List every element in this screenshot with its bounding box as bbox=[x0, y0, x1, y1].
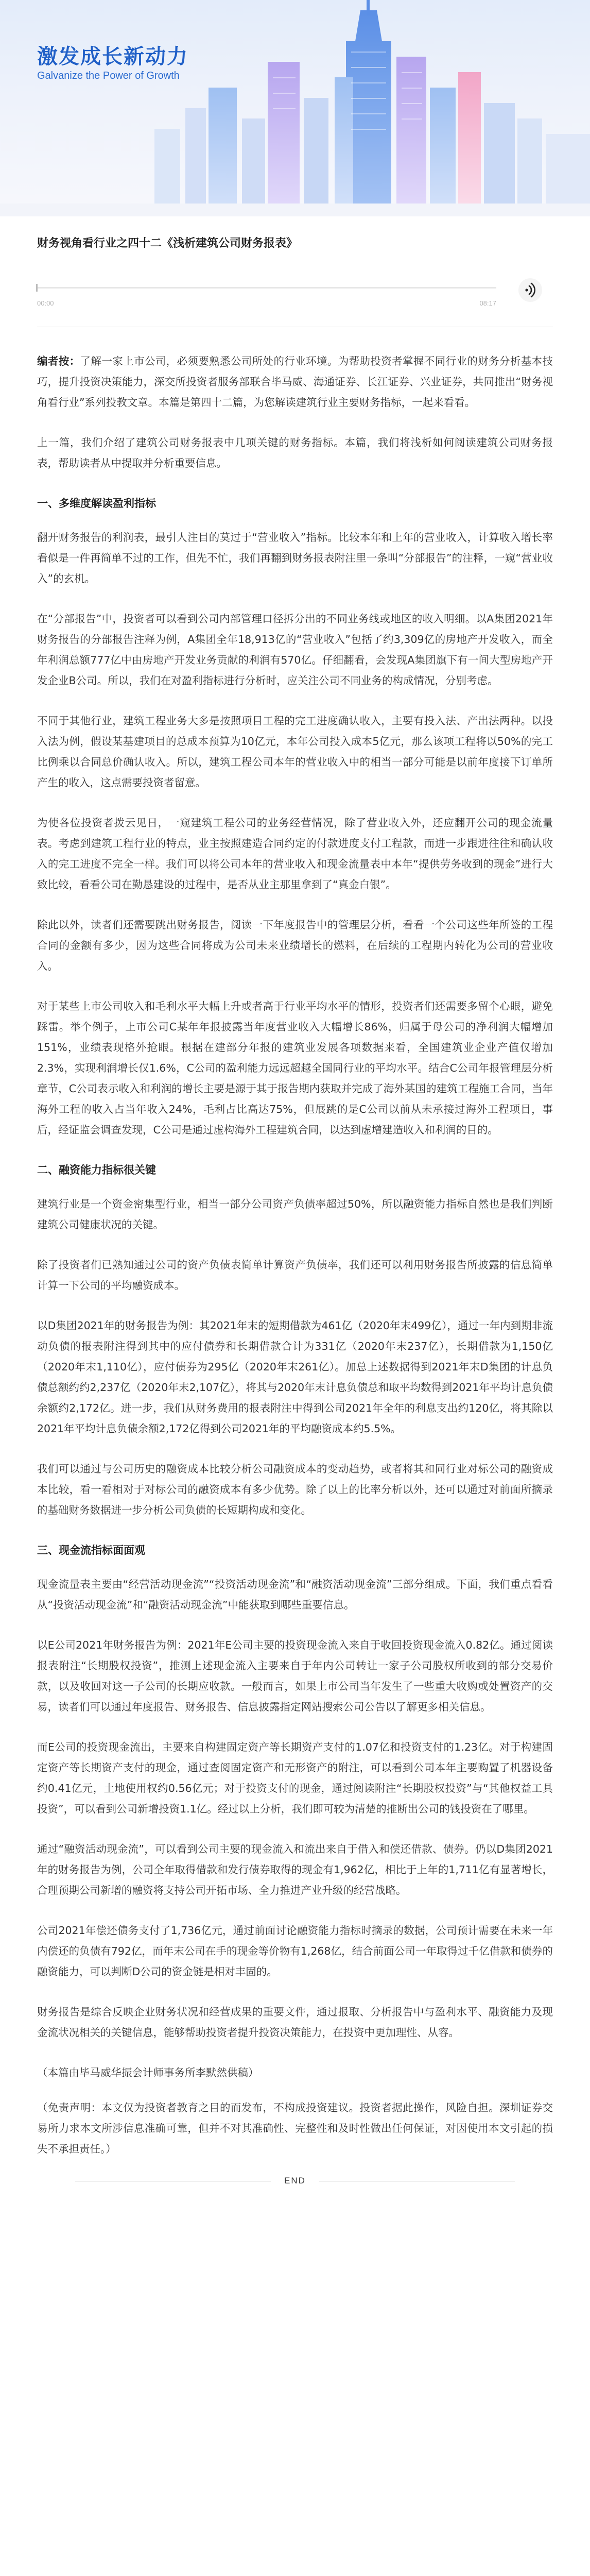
contributor-note: （本篇由毕马威华振会计师事务所李默然供稿） bbox=[37, 2066, 259, 2079]
speaker-icon[interactable] bbox=[518, 278, 543, 302]
paragraph: 以E公司2021年财务报告为例：2021年E公司主要的投资现金流入来自于收回投资现金流入0.82亿。通过阅读报表附注“长期股权投资”，推测上述现金流入主要来自于年内公司转让一家子公司股权所收到的部分交易价款，以及收回对这一子公司的长期应收款。一般而言，如果上市公司当年发生了一些重大收购或处置资产的交易，读者们可以通过年度报告、财务报告、信息披露指定网站搜索公司公告以了解更多相关信息。 bbox=[37, 1639, 553, 1713]
header-banner bbox=[0, 0, 590, 216]
audio-progress-handle[interactable] bbox=[36, 284, 38, 292]
paragraph: 翻开财务报告的利润表，最引人注目的莫过于“营业收入”指标。比较本年和上年的营业收入，计算收入增长率看似是一件再简单不过的工作，但先不忙，我们再翻到财务报表附注里一条叫“分部报告”的注释，一窥“营业收入”的玄机。 bbox=[37, 531, 553, 585]
article-title: 财务视角看行业之四十二《浅析建筑公司财务报表》 bbox=[37, 237, 298, 250]
editor-note bbox=[37, 351, 553, 413]
paragraph-intro: 上一篇，我们介绍了建筑公司财务报表中几项关键的财务指标。本篇，我们将浅析如何阅读建筑公司财务报表，帮助读者从中提取并分析重要信息。 bbox=[37, 436, 553, 469]
paragraph: 为使各位投资者拨云见日，一窥建筑工程公司的业务经营情况，除了营业收入外，还应翻开公司的现金流量表。考虑到建筑工程行业的特点，业主按照建造合同约定的付款进度支付工程款，而进一步跟进往往和确认收入的完工进度不完全一样。我们可以将公司本年的营业收入和现金流量表中本年“提供劳务收到的现金”进行大致比较，看看公司在勤恳建设的过程中，是否从业主那里拿到了“真金白银”。 bbox=[37, 817, 553, 891]
paragraph: 我们可以通过与公司历史的融资成本比较分析公司融资成本的变动趋势，或者将其和同行业对标公司的融资成本比较，看一看相对于对标公司的融资成本有多少优势。除了以上的比率分析以外，还可以通过对前面所摘录的基础财务数据进一步分析公司负债的长短期构成和变化。 bbox=[37, 1463, 553, 1516]
paragraph: 现金流量表主要由“经营活动现金流”“投资活动现金流”和“融资活动现金流”三部分组成。下面，我们重点看看从“投资活动现金流”和“融资活动现金流”中能获取到哪些重要信息。 bbox=[37, 1578, 553, 1611]
audio-time-elapsed: 00:00 bbox=[37, 299, 54, 307]
paragraph: 除此以外，读者们还需要跳出财务报告，阅读一下年度报告中的管理层分析，看看一个公司这些年所签的工程合同的金额有多少，因为这些合同将成为公司未来业绩增长的燃料，在后续的工程期内转化为公司的营业收入。 bbox=[37, 919, 553, 972]
paragraph: 不同于其他行业，建筑工程业务大多是按照项目工程的完工进度确认收入，主要有投入法、产出法两种。以投入法为例，假设某基建项目的总成本预算为10亿元，本年公司投入成本5亿元，那么该项工程将以50%的完工比例乘以合同总价确认收入。所以，建筑工程公司本年的营业收入中的相当一部分可能是以前年度接下订单所产生的收入，这点需要投资者留意。 bbox=[37, 715, 553, 789]
article-body bbox=[37, 351, 553, 2186]
audio-time-total: 08:17 bbox=[479, 299, 496, 307]
audio-player bbox=[37, 266, 553, 327]
city-skyline-illustration bbox=[0, 0, 590, 216]
paragraph: 建筑行业是一个资金密集型行业，相当一部分公司资产负债率超过50%，所以融资能力指标自然也是我们判断建筑公司健康状况的关键。 bbox=[37, 1198, 553, 1231]
paragraph: 公司2021年偿还债务支付了1,736亿元，通过前面讨论融资能力指标时摘录的数据，公司预计需要在未来一年内偿还的负债有792亿，而年末公司在手的现金等价物有1,268亿，结合前面公司一年取得过千亿借款和债券的融资能力，可以判断D公司的资金链是相对丰固的。 bbox=[37, 1924, 553, 1978]
disclaimer: （免责声明：本文仅为投资者教育之目的而发布，不构成投资建议。投资者据此操作，风险自担。深圳证券交易所力求本文所涉信息准确可靠，但并不对其准确性、完整性和及时性做出任何保证，对因使用本文引起的损失不承担责任。） bbox=[37, 2102, 553, 2155]
paragraph: 通过“融资活动现金流”，可以看到公司主要的现金流入和流出来自于借入和偿还借款、债券。仍以D集团2021年的财务报告为例，公司全年取得借款和发行债券取得的现金有1,962亿，相比于上年的1,711亿有显著增长，合理预期公司新增的融资将支持公司开拓市场、全力推进产业升级的经营战略。 bbox=[37, 1843, 553, 1896]
editor-note-text: 了解一家上市公司，必须要熟悉公司所处的行业环境。为帮助投资者掌握不同行业的财务分析基本技巧，提升投资决策能力，深交所投资者服务部联合毕马威、海通证券、长江证券、兴业证券，共同推出“财务视角看行业”系列投教文章。本篇是第四十二篇，为您解读建筑行业主要财务指标，一起来看看。 bbox=[37, 355, 553, 409]
paragraph: 财务报告是综合反映企业财务状况和经营成果的重要文件，通过报取、分析报告中与盈利水平、融资能力及现金流状况相关的关键信息，能够帮助投资者提升投资决策能力，在投资中更加理性、从容。 bbox=[37, 2006, 553, 2039]
section-heading-financing: 二、融资能力指标很关键 bbox=[37, 1164, 156, 1176]
section-heading-cashflow: 三、现金流指标面面观 bbox=[37, 1544, 145, 1556]
banner-title: 激发成长新动力 bbox=[37, 45, 188, 69]
paragraph: 而E公司的投资现金流出，主要来自构建固定资产等长期资产支付的1.07亿和投资支付的1.23亿。对于构建固定资产等长期资产支付的现金，通过查阅固定资产和无形资产的附注，可以看到公司本年主要购置了机器设备约0.41亿元，土地使用权约0.56亿元；对于投资支付的现金，通过阅读附注“长期股权投资”与“其他权益工具投资”，可以看到公司新增投资1.1亿。经过以上分析，我们即可较为清楚的推断出公司的钱投资在了哪里。 bbox=[37, 1741, 553, 1815]
paragraph: 对于某些上市公司收入和毛利水平大幅上升或者高于行业平均水平的情形，投资者们还需要多留个心眼，避免踩雷。举个例子，上市公司C某年年报披露当年度营业收入大幅增长86%，归属于母公司的净利润大幅增加151%，业绩表现格外抢眼。根据在建部分年报的建筑业发展各项数据来看，全国建筑业企业产值仅增加2.3%，实现利润增长仅1.6%，C公司的盈利能力远远超越全国同行业的平均水平。结合C公司年报管理层分析章节，C公司表示收入和利润的增长主要是源于其于报告期内获取并完成了海外某国的建筑工程施工合同，当年海外工程的收入占当年收入24%，毛利占比高达75%，但展跳的是C公司以前从未承接过海外工程项目，事后，经证监会调查发现，C公司是通过虚构海外工程建筑合同，以达到虚增建造收入和利润的目的。 bbox=[37, 1000, 553, 1136]
end-marker bbox=[37, 2176, 553, 2186]
article bbox=[0, 235, 590, 2186]
paragraph: 以D集团2021年的财务报告为例：其2021年末的短期借款为461亿（2020年末499亿），通过一年内到期非流动负债的报表附注得到其中的应付债券和长期借款合计为331亿（2020年末237亿），长期借款为1,150亿（2020年末1,110亿），应付债券为295亿（2020年末261亿）。加总上述数据得到2021年末D集团的计息负债总额约约2,237亿（2020年末2,107亿），将其与2020年末计息负债总和取平均数得到2021年平均计息负债余额约2,172亿。进一步，我们从财务费用的报表附注中得到公司2021年全年的利息支出约120亿，将其除以2021年平均计息负债余额2,172亿得到公司2021年的平均融资成本约5.5%。 bbox=[37, 1319, 553, 1435]
audio-progress-track[interactable] bbox=[37, 287, 496, 289]
section-heading-profitability: 一、多维度解读盈利指标 bbox=[37, 497, 156, 510]
editor-note-label: 编者按： bbox=[37, 355, 80, 367]
paragraph: 除了投资者们已熟知通过公司的资产负债表简单计算资产负债率，我们还可以利用财务报告所披露的信息简单计算一下公司的平均融资成本。 bbox=[37, 1259, 553, 1292]
end-label: END bbox=[284, 2176, 306, 2185]
paragraph: 在“分部报告”中，投资者可以看到公司内部管理口径拆分出的不同业务线或地区的收入明细。以A集团2021年财务报告的分部报告注释为例，A集团全年18,913亿的“营业收入”包括了约3,309亿的房地产开发收入，而全年利润总额777亿中由房地产开发业务贡献的利润有570亿。仔细翻看，会发现A集团旗下有一间大型房地产开发企业B公司。所以，我们在对盈利指标进行分析时，应关注公司不同业务的构成情况，分别考虑。 bbox=[37, 613, 553, 687]
banner-subtitle: Galvanize the Power of Growth bbox=[37, 70, 180, 81]
